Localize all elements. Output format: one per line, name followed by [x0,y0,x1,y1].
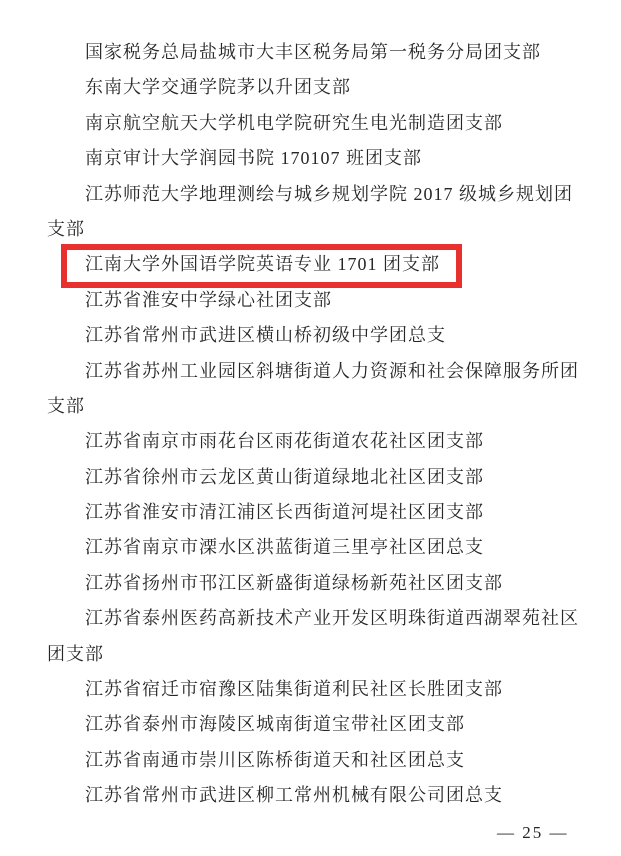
list-item-text: 江苏省常州市武进区柳工常州机械有限公司团总支 [85,785,503,806]
list-item-continuation [47,389,579,424]
list-item [47,283,579,318]
list-item [47,177,579,212]
list-item-text: 江苏师范大学地理测绘与城乡规划学院 2017 级城乡规划团 [85,183,573,204]
list-item-text: 支部 [47,218,85,239]
list-item [47,35,579,70]
list-item-text: 江苏省常州市武进区横山桥初级中学团总支 [85,325,446,346]
list-item [47,743,579,778]
list-item [47,601,579,636]
branch-list [47,35,579,814]
list-item-text: 江苏省淮安中学绿心社团支部 [85,289,332,310]
list-item-text: 团支部 [47,643,104,664]
page-number: — 25 — [497,823,569,842]
list-item [47,318,579,353]
list-item [47,424,579,459]
list-item [47,460,579,495]
list-item [47,495,579,530]
list-item [47,672,579,707]
list-item [47,566,579,601]
list-item-text: 南京航空航天大学机电学院研究生电光制造团支部 [85,112,503,133]
list-item-text: 江苏省淮安市清江浦区长西街道河堤社区团支部 [85,502,484,523]
list-item [47,106,579,141]
list-item-text: 江苏省徐州市云龙区黄山街道绿地北社区团支部 [85,466,484,487]
list-item [47,530,579,565]
list-item [47,141,579,176]
list-item-text: 江苏省泰州医药高新技术产业开发区明珠街道西湖翠苑社区 [85,608,579,629]
list-item-text: 江南大学外国语学院英语专业 1701 团支部 [85,254,440,275]
list-item [47,354,579,389]
list-item-text: 江苏省扬州市邗江区新盛街道绿杨新苑社区团支部 [85,572,503,593]
list-item-text: 国家税务总局盐城市大丰区税务局第一税务分局团支部 [85,42,541,62]
list-item-text: 支部 [47,395,85,416]
list-item [47,778,579,813]
list-item-text: 江苏省泰州市海陵区城南街道宝带社区团支部 [85,714,465,735]
list-item-text: 江苏省南京市溧水区洪蓝街道三里亭社区团总支 [85,537,484,558]
list-item [47,70,579,105]
list-item-highlighted [47,247,579,282]
list-item-continuation [47,637,579,672]
list-item-text: 南京审计大学润园书院 170107 班团支部 [85,148,422,169]
list-item [47,707,579,742]
list-item-text: 江苏省南通市崇川区陈桥街道天和社区团总支 [85,749,465,770]
list-item-text: 江苏省南京市雨花台区雨花街道农花社区团支部 [85,431,484,452]
list-item-continuation [47,212,579,247]
list-item-text: 江苏省苏州工业园区斜塘街道人力资源和社会保障服务所团 [85,360,579,381]
list-item-text: 东南大学交通学院茅以升团支部 [85,77,351,98]
list-item-text: 江苏省宿迁市宿豫区陆集街道利民社区长胜团支部 [85,679,503,700]
